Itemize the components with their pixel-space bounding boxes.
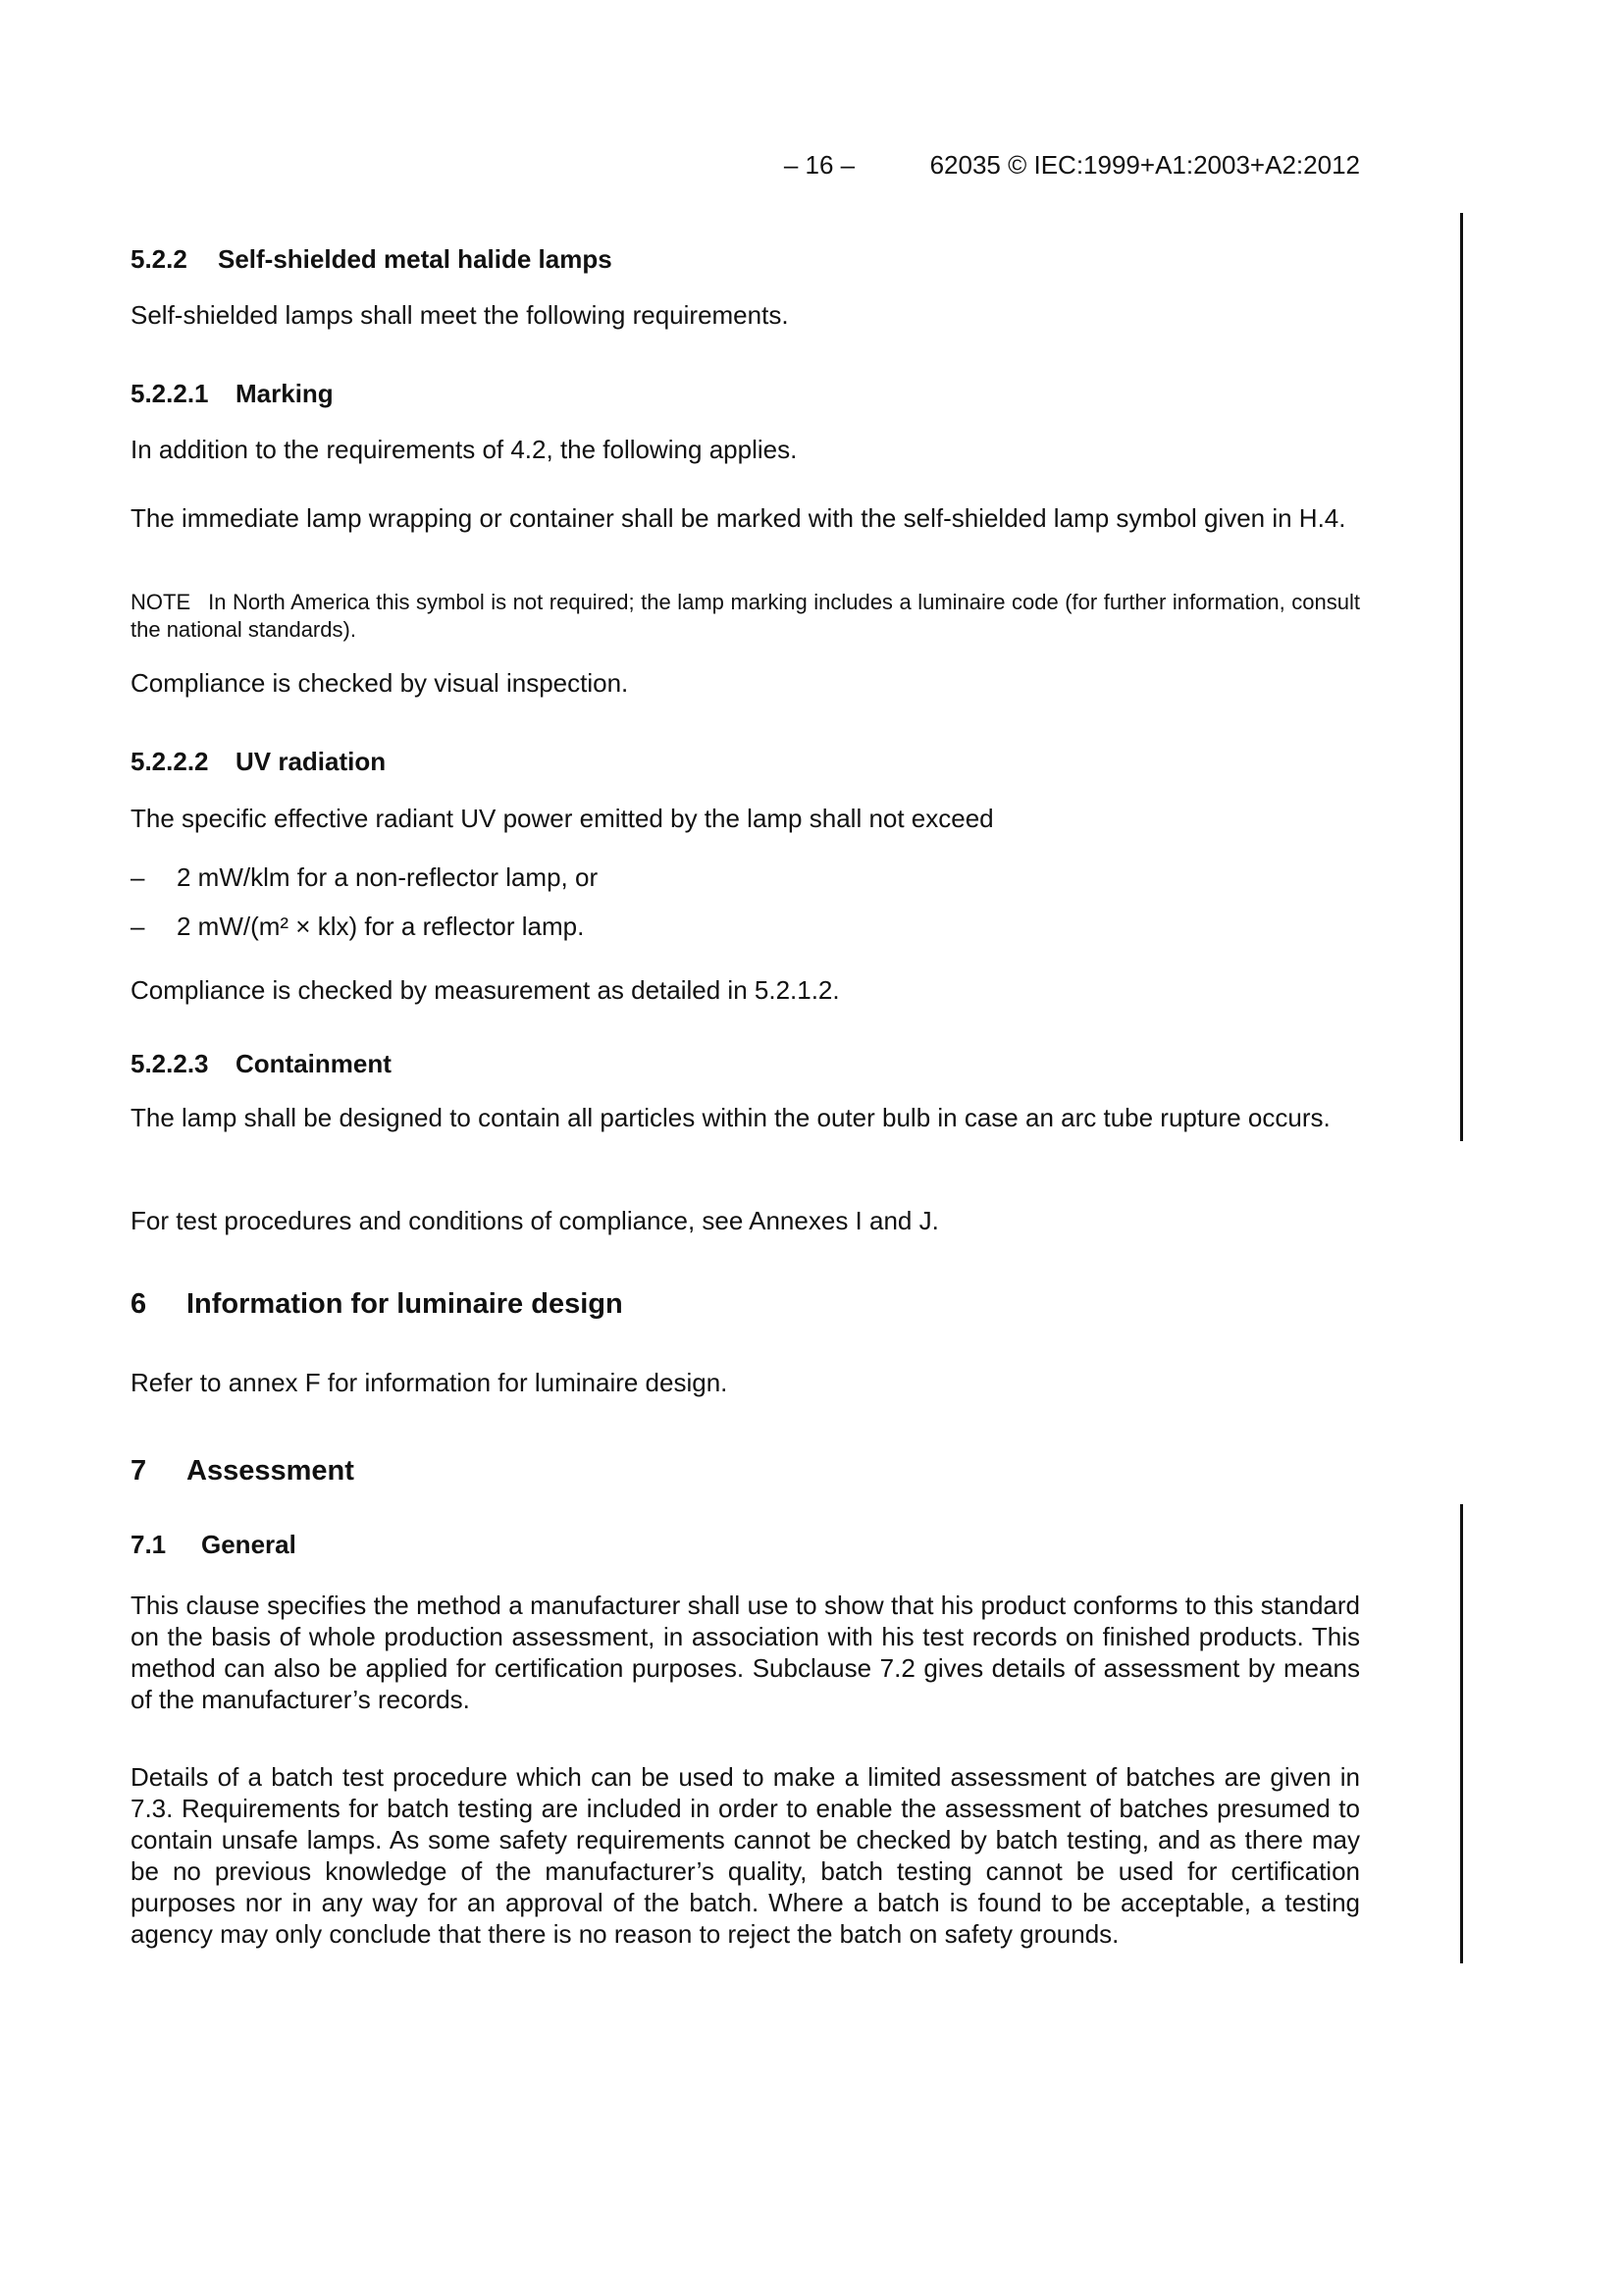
heading-title: UV radiation [236,747,387,776]
paragraph-uv: The specific effective radiant UV power emitted by the lamp shall not exceed [131,804,994,833]
heading-6 [131,1287,1360,1321]
heading-number: 5.2.2.3 [131,1049,209,1078]
heading-title: Self-shielded metal halide lamps [218,244,612,274]
heading-7 [131,1454,1360,1487]
list-item [131,861,1360,893]
heading-number: 5.2.2.2 [131,747,209,776]
heading-number: 5.2.2 [131,244,187,274]
heading-5-2-2 [131,243,1360,275]
heading-title: General [201,1530,296,1559]
page-header [0,149,1623,183]
heading-5-2-2-1 [131,378,1360,409]
revision-change-bar [1460,213,1463,1141]
revision-change-bar [1460,1504,1463,1963]
paragraph-7-1-second: Details of a batch test procedure which can be used to make a limited assessment of batches are given in 7.3. Requirements for batch testing are included in order to enable the assessment of batches presumed to contain unsafe lamps. As some safety requirements cannot be checked by batch testing, and as there may be no previous knowledge of the manufacturer’s quality, batch testing cannot be used for certification purposes nor in any way for an approval of the batch. Where a batch is found to be acceptable, a testing agency may only conclude that there is no reason to reject the batch on safety grounds. [131,1762,1360,1949]
dash-marker: – [131,912,145,941]
paragraph-compliance-visual: Compliance is checked by visual inspection. [131,668,629,698]
list-item [131,911,1360,942]
standard-reference: 62035 © IEC:1999+A1:2003+A2:2012 [929,150,1360,180]
paragraph-test-procedures: For test procedures and conditions of compliance, see Annexes I and J. [131,1206,939,1235]
paragraph-addition: In addition to the requirements of 4.2, the following applies. [131,435,798,464]
paragraph-annex-f: Refer to annex F for information for luminaire design. [131,1368,728,1397]
heading-number: 5.2.2.1 [131,379,209,408]
heading-5-2-2-3 [131,1048,1360,1079]
paragraph-wrapping: The immediate lamp wrapping or container shall be marked with the self-shielded lamp symbol given in H.4. [131,503,1346,533]
heading-number: 7 [131,1455,147,1487]
heading-title: Information for luminaire design [186,1288,623,1320]
paragraph-containment: The lamp shall be designed to contain all particles within the outer bulb in case an arc tube rupture occurs. [131,1103,1331,1132]
heading-5-2-2-2 [131,746,1360,777]
heading-title: Containment [236,1049,392,1078]
list-item-text: 2 mW/(m² × klx) for a reflector lamp. [177,912,585,941]
heading-title: Marking [236,379,334,408]
paragraph-requirements: Self-shielded lamps shall meet the following requirements. [131,300,789,330]
heading-title: Assessment [186,1455,354,1487]
heading-number: 7.1 [131,1530,167,1559]
note-body: In North America this symbol is not required; the lamp marking includes a luminaire code (for further information, consult the national standards). [131,590,1360,642]
note [131,589,1360,644]
note-label: NOTE [131,590,191,614]
paragraph-7-1-first: This clause specifies the method a manufacturer shall use to show that his product conforms to this standard on the basis of whole production assessment, in association with his test records on finished products. This method can also be applied for certification purposes. Subclause 7.2 gives details of assessment by means of the manufacturer’s records. [131,1591,1360,1714]
heading-7-1 [131,1529,1360,1560]
dash-list [131,861,1360,960]
heading-number: 6 [131,1288,147,1320]
paragraph-compliance-measurement: Compliance is checked by measurement as detailed in 5.2.1.2. [131,975,840,1005]
page-number: – 16 – [783,150,856,180]
list-item-text: 2 mW/klm for a non-reflector lamp, or [177,862,599,892]
dash-marker: – [131,862,145,892]
